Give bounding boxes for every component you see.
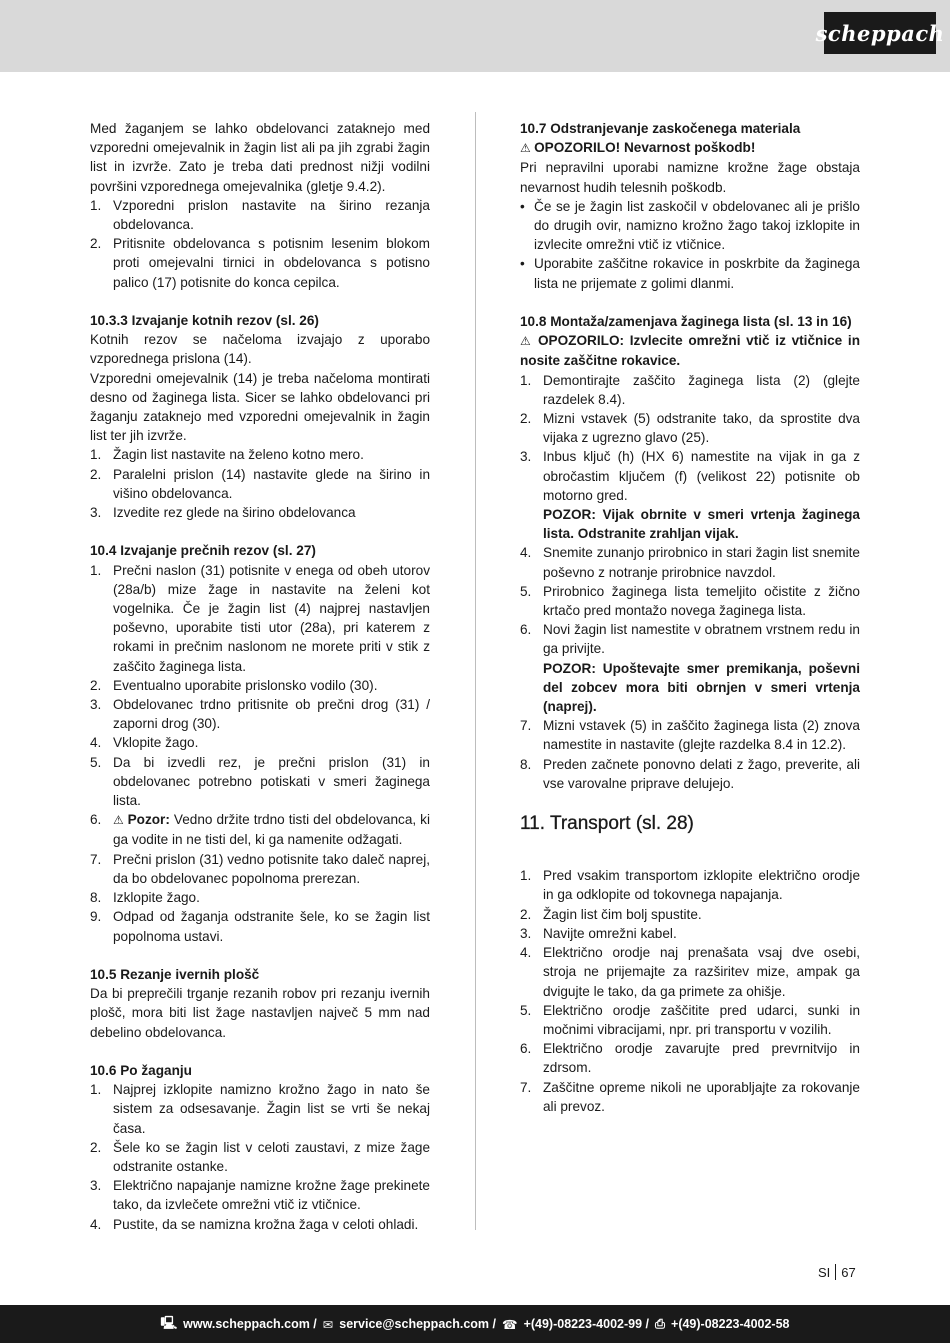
steps-list	[520, 866, 860, 1116]
footer-phone: +(49)-08223-4002-99 /	[523, 1317, 649, 1331]
list-item: 4. Vklopite žago.	[90, 735, 199, 751]
list-item: 6. ⚠ Pozor: Vedno držite trdno tisti del obdelovanca, ki ga vodite in ne tisti del, ki ga namenite odžagati.	[90, 812, 430, 848]
list-item: 2. Mizni vstavek (5) odstranite tako, da sprostite dva vijaka z ugrezno glavo (25).	[520, 411, 860, 446]
list-item: 8. Izklopite žago.	[90, 890, 200, 906]
footer-fax: +(49)-08223-4002-58	[671, 1317, 790, 1331]
bullet-icon: •	[520, 198, 525, 214]
list-item: 3. Inbus ključ (h) (HX 6) namestite na vijak in ga z obročastim ključem (f) (velikost 22) potisnite ob motorno gred. POZOR: Vijak obrnite v smeri vrtenja žaginega lista. Odstranite zrahljan vijak.	[520, 449, 860, 542]
list-item: 1. Prečni naslon (31) potisnite v enega od obeh utorov (28a/b) mize žage in nastavite na želeni kot vogelnika. Če je žagin list (4) najprej nastavljen poševno, uporabite tisti utor (28a), pri katerem z rokami in prečnim naslonom ne morete priti v stik z zaščito žaginega lista.	[90, 562, 430, 674]
list-item: 3. Izvedite rez glede na širino obdelovanca	[90, 505, 356, 521]
list-item: 7. Zaščitne opreme nikoli ne uporabljajte za rokovanje ali prevoz.	[520, 1079, 860, 1114]
footer-website[interactable]: www.scheppach.com /	[183, 1317, 317, 1331]
list-item: 1. Najprej izklopite namizno krožno žago in nato še sistem za odsesavanje. Žagin list se vrti še nekaj časa.	[90, 1082, 430, 1136]
section-10-3-3	[90, 311, 430, 522]
list-item: 2. Paralelni prislon (14) nastavite glede na širino in višino obdelovanca.	[90, 466, 430, 501]
list-item: 8. Preden začnete ponovno delati z žago, preverite, ali vse varovalne priprave delujejo.	[520, 756, 860, 791]
page-number-value: 67	[841, 1264, 856, 1280]
section-heading: 10.8 Montaža/zamenjava žaginega lista (sl. 13 in 16)	[520, 314, 852, 330]
section-heading: 10.3.3 Izvajanje kotnih rezov (sl. 26)	[90, 313, 319, 329]
section-10-7	[520, 119, 860, 293]
caution-note: POZOR: Upoštevajte smer premikanja, poševni del zobcev mora biti obrnjen v smeri vrtenja (naprej).	[543, 660, 860, 715]
steps-list	[90, 561, 430, 946]
warning-triangle-icon: ⚠	[113, 813, 128, 828]
section-11	[520, 812, 860, 1116]
monitor-icon: 🖳	[160, 1315, 178, 1330]
intro-paragraph: Med žaganjem se lahko obdelovanci zataknejo med vzporedni omejevalnik in žagin list ali pa jih zgrabi žagin list in izvrže. Zato je treba dati prednost nižji vodilni površini vzporednega omejevalnika (gletje 9.4.2).	[90, 121, 430, 194]
steps-list	[90, 1080, 430, 1234]
list-item: 9. Odpad od žaganja odstranite šele, ko se žagin list popolnoma ustavi.	[90, 909, 430, 944]
footer-bar	[0, 1305, 950, 1343]
paragraph: Da bi preprečili trganje rezanih robov pri rezanju ivernih plošč, mora biti list žage nastavljen največ 5 mm nad debelino obdelovanca.	[90, 986, 430, 1040]
list-item: 2. Šele ko se žagin list v celoti zaustavi, z mize žage odstranite ostanke.	[90, 1139, 430, 1174]
list-item: 7. Mizni vstavek (5) in zaščito žaginega lista (2) znova namestite in nastavite (glejte razdelka 8.4 in 12.2).	[520, 718, 860, 753]
section-heading: 10.7 Odstranjevanje zaskočenega materiala	[520, 121, 801, 136]
section-10-8	[520, 312, 860, 793]
paragraph: Vzporedni omejevalnik (14) je treba načeloma montirati desno od žaginega lista. Sicer se lahko obdelovanci pri žaganju zataknejo med vzporedni omejevalnik in žagin list ter jih izvrže.	[90, 370, 430, 444]
list-item: 4. Pustite, da se namizna krožna žaga v celoti ohladi.	[90, 1216, 419, 1232]
list-item: 1. Žagin list nastavite na želeno kotno mero.	[90, 447, 364, 463]
list-item: 6. Električno orodje zavarujte pred prevrnitvijo in zdrsom.	[520, 1041, 860, 1076]
steps-list	[520, 371, 860, 793]
list-item: 2. Žagin list čim bolj spustite.	[520, 906, 702, 922]
list-item: 1. Demontirajte zaščito žaginega lista (2) (glejte razdelek 8.4).	[520, 372, 860, 407]
list-item: 6. Novi žagin list namestite v obratnem vrstnem redu in ga privijte. POZOR: Upoštevajte smer premikanja, poševni del zobcev mora biti obrnjen v smeri vrtenja (naprej).	[520, 622, 860, 715]
list-item: 2. Pritisnite obdelovanca s potisnim lesenim blokom proti omejevalni tirnici in obdelovanca s potisno palico (17) potisnite do konca cepilca.	[90, 236, 430, 290]
page-number-separator	[835, 1264, 836, 1280]
list-item: 4. Električno orodje naj prenašata vsaj dve osebi, stroja ne prijemajte za razširitev mize, ampak ga dvigujte le tako, da ga primete za ohišje.	[520, 945, 860, 999]
section-heading: 10.5 Rezanje ivernih plošč	[90, 966, 260, 982]
list-item: 1. Pred vsakim transportom izklopite električno orodje in ga odklopite od tokovnega napajanja.	[520, 868, 860, 903]
language-code: SI	[818, 1264, 831, 1280]
list-item: 5. Prirobnico žaginega lista temeljito očistite z žično krtačo pred montažo novega žaginega lista.	[520, 583, 860, 619]
phone-icon: ☎	[501, 1317, 518, 1332]
section-10-6	[90, 1061, 430, 1234]
list-item: 2. Eventualno uporabite prislonsko vodilo (30).	[90, 677, 378, 693]
list-item: 3. Obdelovanec trdno pritisnite ob prečni drog (31) / zaporni drog (30).	[90, 697, 430, 732]
list-item: 7. Prečni prislon (31) vedno potisnite tako daleč naprej, da bo obdelovanec popolnoma prerezan.	[90, 851, 430, 886]
list-item: • Če se je žagin list zaskočil v obdelovanec ali je prišlo do drugih ovir, namizno krožno žago takoj izklopite in izvlecite omrežni vtič iz vtičnice.	[520, 198, 860, 253]
bullet-icon: •	[520, 256, 525, 272]
list-item: 4. Snemite zunanjo prirobnico in stari žagin list snemite poševno z notranje prirobnice navzdol.	[520, 545, 860, 580]
section-heading: 10.4 Izvajanje prečnih rezov (sl. 27)	[90, 543, 316, 559]
chapter-heading: 11. Transport (sl. 28)	[520, 813, 694, 835]
warning-triangle-icon: ⚠	[520, 141, 535, 156]
page-number	[818, 1264, 856, 1280]
list-item: • Uporabite zaščitne rokavice in poskrbite da žaginega lista ne prijemate z golimi dlanmi.	[520, 256, 860, 291]
intro-section	[90, 119, 430, 292]
warning-line: ⚠ OPOZORILO! Nevarnost poškodb!	[520, 140, 756, 156]
paragraph: Kotnih rezov se načeloma izvajajo z uporabo vzporednega prislona (14).	[90, 332, 430, 367]
fax-icon: ⎙	[655, 1316, 666, 1331]
footer-email[interactable]: service@scheppach.com /	[339, 1317, 496, 1331]
scheppach-logo: scheppach	[824, 12, 936, 54]
section-10-5	[90, 965, 430, 1042]
right-column	[520, 119, 860, 1116]
caution-note: POZOR: Vijak obrnite v smeri vrtenja žaginega lista. Odstranite zrahljan vijak.	[543, 507, 860, 542]
steps-list	[90, 445, 430, 522]
list-item: 3. Navijte omrežni kabel.	[520, 925, 677, 941]
section-10-4	[90, 541, 430, 945]
list-item: 3. Električno napajanje namizne krožne žage prekinete tako, da izvlečete omrežni vtič iz vtičnice.	[90, 1178, 430, 1213]
paragraph: Pri nepravilni uporabi namizne krožne žage obstaja nevarnost hudih telesnih poškodb.	[520, 160, 860, 195]
section-heading: 10.6 Po žaganju	[90, 1062, 192, 1078]
header-bar	[0, 0, 950, 72]
list-item: 5. Da bi izvedli rez, je prečni prislon (31) in obdelovanec potrebno potiskati v smeri žaginega lista.	[90, 754, 430, 809]
warning-line: ⚠ OPOZORILO: Izvlecite omrežni vtič iz vtičnice in nosite zaščitne rokavice.	[520, 333, 860, 369]
warning-triangle-icon: ⚠	[520, 334, 538, 349]
left-column	[90, 119, 430, 1253]
column-divider	[475, 112, 476, 1230]
email-icon: ✉	[322, 1317, 334, 1332]
intro-list	[90, 196, 430, 292]
list-item: 5. Električno orodje zaščitite pred udarci, sunki in močnimi vibracijami, npr. pri transportu v vozilih.	[520, 1002, 860, 1037]
bullet-list	[520, 197, 860, 293]
list-item: 1. Vzporedni prislon nastavite na širino rezanja obdelovanca.	[90, 197, 430, 233]
